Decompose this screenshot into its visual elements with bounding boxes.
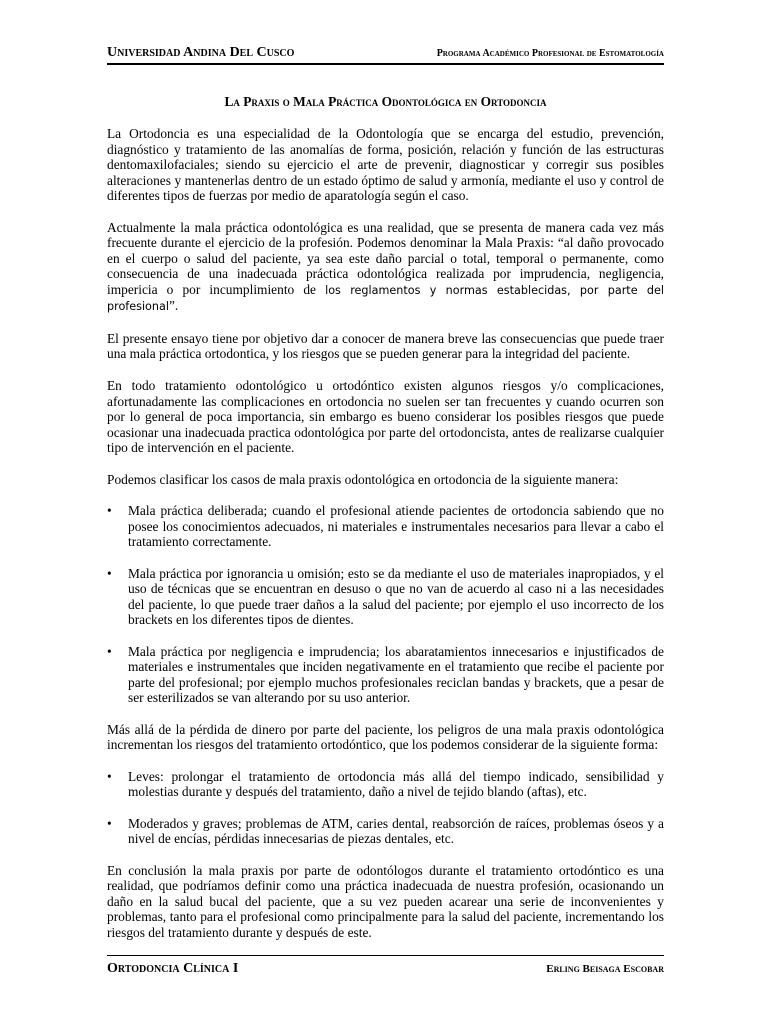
list-item-text: Mala práctica por negligencia e imprudencia; los abaratamientos innecesarios e injustificados de materiales e instrumentales que inciden negativamente en el tratamiento que recibe el paciente por parte del profesional; por ejemplo muchos profesionales reciclan bandas y brackets, que a pesar de ser esterilizados se van alterando por su uso anterior. [128, 643, 664, 706]
classification-list [107, 503, 664, 705]
page-header [107, 45, 664, 62]
definition-end: ”. [168, 298, 179, 314]
list-item [107, 816, 664, 847]
bullet-marker: • [107, 565, 112, 581]
paragraph-definition [107, 220, 664, 315]
list-item [107, 644, 664, 706]
list-item-text: Mala práctica por ignorancia u omisión; esto se da mediante el uso de materiales inapropiados, y el uso de técnicas que se encuentran en desuso o que no van de acuerdo al caso ni a las necesidades del paciente, lo que puede traer daños a la salud del paciente; por ejemplo el uso incorrecto de los brackets en los diferentes tipos de dientes. [128, 565, 664, 628]
document-title: La Praxis o Mala Práctica Odontológica en Ortodoncia [224, 94, 547, 109]
header-program: Programa Académico Profesional de Estomatología [436, 48, 664, 59]
bullet-marker: • [107, 768, 112, 784]
list-item [107, 503, 664, 550]
list-item-text: Leves: prolongar el tratamiento de ortodoncia más allá del tiempo indicado, sensibilidad y molestias durante y después del tratamiento, daño a nivel de tejido blando (aftas), etc. [128, 768, 664, 800]
list-item-text: Moderados y graves; problemas de ATM, caries dental, reabsorción de raíces, problemas óseos y a nivel de encías, pérdidas innecesarias de piezas dentales, etc. [128, 815, 664, 847]
header-university: Universidad Andina Del Cusco [107, 45, 295, 60]
list-item-text: Mala práctica deliberada; cuando el profesional atiende pacientes de ortodoncia sabiendo que no posee los conocimientos adecuados, ni materiales e instrumentales necesarios para llevar a cabo el tratamiento correctamente. [128, 503, 664, 550]
footer-course: Ortodoncia Clínica I [107, 961, 239, 976]
paragraph-conclusion: En conclusión la mala praxis por parte de odontólogos durante el tratamiento ortodóntico es una realidad, que podríamos definir como una práctica inadecuada de nuestra profesión, ocasionando un daño en la salud bucal del paciente, que a su vez pueden acarear una serie de inconvenientes y problemas, tanto para el profesional como principalmente para la salud del paciente, incrementando los riesgos del tratamiento durante y después de este. [107, 862, 664, 940]
paragraph-dangers: Más allá de la pérdida de dinero por parte del paciente, los peligros de una mala praxis odontológica incrementan los riesgos del tratamiento ortodóntico, que los podemos considerar de la siguiente forma: [107, 721, 664, 753]
definition-text: Actualmente la mala práctica odontológica es una realidad, que se presenta de manera cada vez más frecuente durante el ejercicio de la profesión. Podemos denominar la Mala Praxis: “al daño provocado en el cuerpo o salud del paciente, ya sea este daño parcial o total, temporal o permanente, como consecuencia de una inadecuada práctica odontológica realizada por imprudencia, negligencia, impericia o por incumplimiento de [107, 219, 664, 297]
list-item [107, 566, 664, 628]
page-footer [107, 961, 664, 977]
bullet-marker: • [107, 643, 112, 659]
paragraph-risks: En todo tratamiento odontológico u ortodóntico existen algunos riesgos y/o complicaciones, afortunadamente las complicaciones en ortodoncia no suelen ser tan frecuentes y cuando ocurren son por lo general de poca importancia, sin embargo es bueno considerar los posibles riesgos que puede ocasionar una inadecuada practica odontológica por parte del ortodoncista, antes de realizarse cualquier tipo de intervención en el paciente. [107, 378, 664, 456]
footer-author: Erling Beisaga Escobar [546, 963, 664, 975]
bullet-marker: • [107, 503, 112, 519]
header-rule [107, 63, 664, 65]
footer-rule [107, 955, 664, 956]
paragraph-objective: El presente ensayo tiene por objetivo dar a conocer de manera breve las consecuencias que puede traer una mala práctica ortodontica, y los riesgos que se pueden generar para la integridad del paciente. [107, 330, 664, 362]
bullet-marker: • [107, 815, 112, 831]
dangers-list [107, 769, 664, 847]
definition-tail: los reglamentos y normas establecidas, por parte del profesional [107, 283, 664, 314]
paragraph-intro: La Ortodoncia es una especialidad de la Odontología que se encarga del estudio, prevención, diagnóstico y tratamiento de las anomalías de forma, posición, relación y función de las estructuras dentomaxilofaciales; siendo su ejercicio el arte de prevenir, diagnosticar y corregir sus posibles alteraciones y mantenerlas dentro de un estado óptimo de salud y armonía, mediante el uso y control de diferentes tipos de fuerzas por medio de aparatología según el caso. [107, 126, 664, 203]
paragraph-classification-intro: Podemos clasificar los casos de mala praxis odontológica en ortodoncia de la siguiente manera: [107, 471, 619, 487]
document-body [107, 94, 664, 956]
list-item [107, 769, 664, 800]
